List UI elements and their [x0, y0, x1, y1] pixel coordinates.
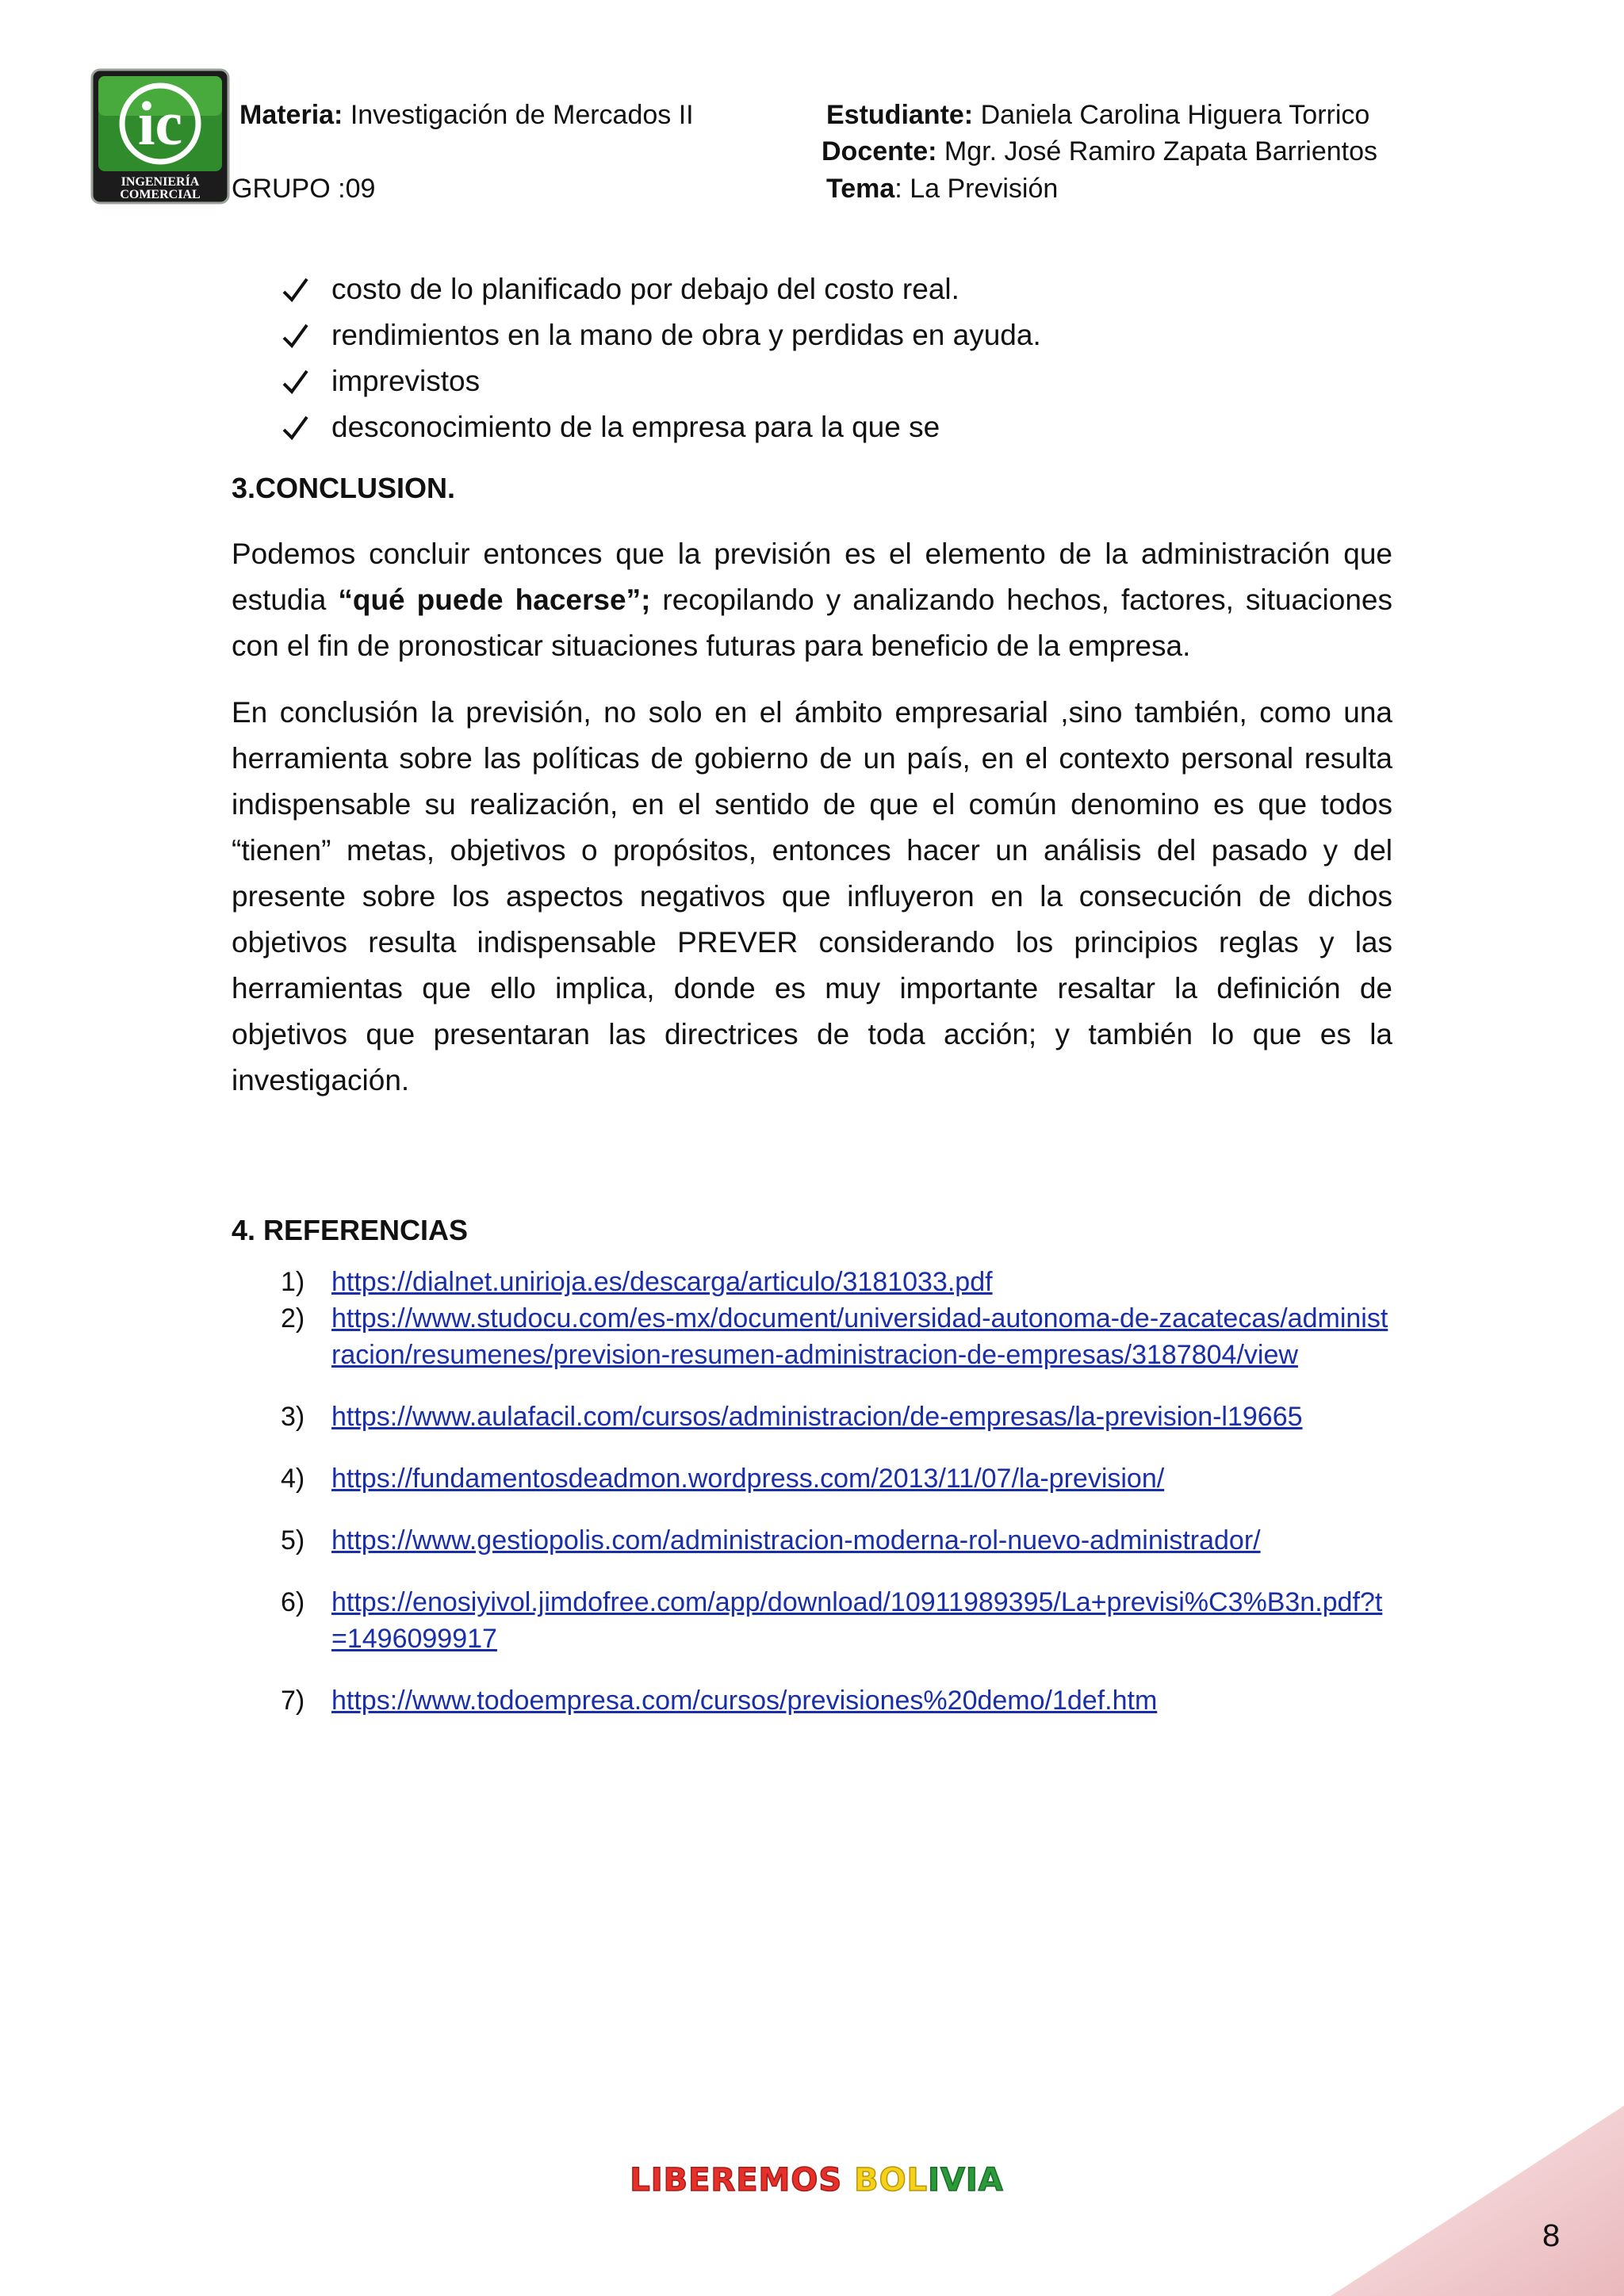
estudiante-line: [826, 99, 1369, 131]
estudiante-label: Estudiante:: [826, 100, 974, 130]
conclusion-paragraph-2: En conclusión la previsión, no solo en el ámbito empresarial ,sino también, como una herramienta sobre las políticas de gobierno de un país, en el contexto personal resulta indispensable su realización, en el sentido de que el común denomino es que todos “tienen” metas, objetivos o propósitos, entonces hacer un análisis del pasado y del presente sobre los aspectos negativos que influyeron en la consecución de dichos objetivos resulta indispensable PREVER considerando los principios reglas y las herramientas que ello implica, donde es muy importante resaltar la definición de objetivos que presentaran las directrices de toda acción; y también lo que es la investigación.: [232, 696, 1392, 1096]
references-list: [232, 1264, 1392, 1719]
list-item-text: imprevistos: [331, 365, 481, 397]
checkmark-icon: [279, 266, 311, 312]
reference-link[interactable]: https://www.studocu.com/es-mx/document/universidad-autonoma-de-zacatecas/administracion/resumenes/prevision-resumen-administracion-de-empresas/3187804/view: [331, 1303, 1388, 1370]
list-item: [232, 312, 1392, 358]
tema-line: [826, 173, 1058, 205]
reference-number: 7): [281, 1686, 305, 1716]
reference-link[interactable]: https://dialnet.unirioja.es/descarga/articulo/3181033.pdf: [331, 1267, 993, 1297]
reference-item: [232, 1300, 1392, 1373]
list-item-text: costo de lo planificado por debajo del costo real.: [331, 273, 959, 305]
reference-number: 2): [281, 1303, 305, 1334]
conclusion-p1-text-a: Podemos concluir entonces que la previsión es el elemento de la administración que estudia: [232, 538, 1392, 616]
materia-label: Materia:: [239, 100, 343, 130]
conclusion-heading: 3.CONCLUSION.: [232, 472, 456, 504]
materia-value: Investigación de Mercados II: [350, 100, 694, 130]
estudiante-value: Daniela Carolina Higuera Torrico: [980, 100, 1370, 130]
logo-line2: COMERCIAL: [120, 188, 201, 201]
reference-number: 3): [281, 1402, 305, 1432]
list-item: [232, 358, 1392, 404]
brand-part-3: IVIA: [928, 2162, 1004, 2198]
grupo-text: GRUPO :09: [232, 174, 376, 204]
ingenieria-comercial-logo: [90, 68, 230, 205]
list-item: [232, 404, 1392, 450]
checklist: [232, 266, 1392, 450]
reference-link[interactable]: https://fundamentosdeadmon.wordpress.com/2013/11/07/la-prevision/: [331, 1464, 1165, 1494]
brand-part-1: LIBEREMOS: [630, 2162, 855, 2198]
reference-number: 6): [281, 1587, 305, 1617]
page-number: 8: [1542, 2218, 1561, 2253]
list-item-text: rendimientos en la mano de obra y perdidas en ayuda.: [331, 319, 1041, 351]
reference-item: [232, 1682, 1392, 1719]
reference-link[interactable]: https://www.aulafacil.com/cursos/administracion/de-empresas/la-prevision-l19665: [331, 1402, 1303, 1432]
logo-line1: INGENIERÍA: [121, 175, 200, 189]
tema-value: : La Previsión: [894, 174, 1059, 204]
checkmark-icon: [279, 404, 311, 450]
list-item: [232, 266, 1392, 312]
reference-item: [232, 1264, 1392, 1300]
liberemos-bolivia-logo: [630, 2155, 1004, 2202]
tema-label: Tema: [826, 174, 895, 204]
docente-line: [822, 136, 1377, 167]
conclusion-p1-bold: “qué puede hacerse”;: [338, 584, 651, 616]
checkmark-icon: [279, 312, 311, 358]
reference-link[interactable]: https://www.gestiopolis.com/administracion-moderna-rol-nuevo-administrador/: [331, 1525, 1261, 1556]
reference-item: [232, 1584, 1392, 1657]
reference-item: [232, 1399, 1392, 1435]
page-header: [0, 0, 1624, 214]
page-corner-decoration: [1331, 2106, 1624, 2296]
reference-item: [232, 1522, 1392, 1559]
docente-label: Docente:: [822, 136, 937, 166]
reference-number: 5): [281, 1525, 305, 1556]
reference-number: 1): [281, 1267, 305, 1297]
conclusion-paragraph-1: [232, 531, 1392, 669]
checkmark-icon: [279, 358, 311, 404]
reference-link[interactable]: https://enosiyivol.jimdofree.com/app/download/10911989395/La+previsi%C3%B3n.pdf?t=1496099917: [331, 1587, 1383, 1654]
conclusion-p1-text-b: recopilando y analizando hechos, factores, situaciones con el fin de pronosticar situaciones futuras para beneficio de la empresa.: [232, 584, 1393, 662]
list-item-text: desconocimiento de la empresa para la que se: [331, 411, 940, 443]
reference-number: 4): [281, 1464, 305, 1494]
docente-value: Mgr. José Ramiro Zapata Barrientos: [944, 136, 1378, 166]
brand-part-2: BOL: [854, 2162, 929, 2198]
references-heading: 4. REFERENCIAS: [232, 1214, 469, 1246]
reference-link[interactable]: https://www.todoempresa.com/cursos/previsiones%20demo/1def.htm: [331, 1686, 1158, 1716]
svg-text:LIBEREMOS BOLIVIA: [630, 2162, 1004, 2198]
page-content: [232, 266, 1392, 1719]
materia-line: [239, 99, 694, 131]
logo-monogram: ic: [137, 89, 183, 158]
reference-item: [232, 1460, 1392, 1497]
